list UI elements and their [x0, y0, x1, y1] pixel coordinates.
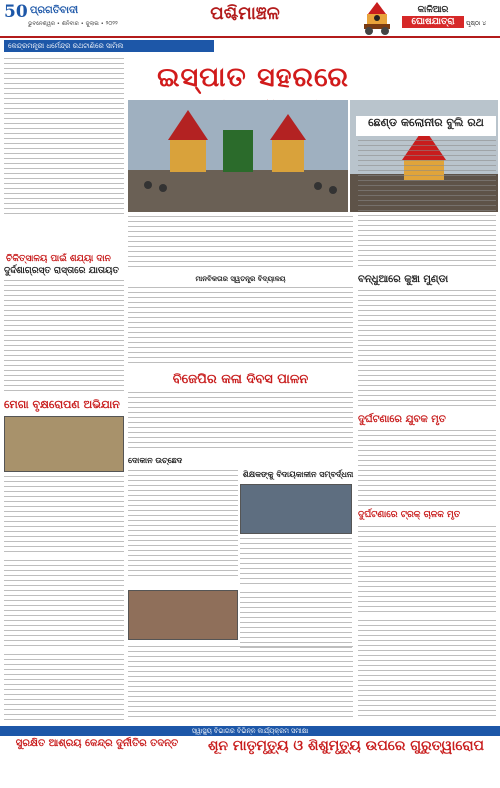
bottom-headline: ଶୂନ ମାତୃମୃତ୍ୟୁ ଓ ଶିଶୁମୃତ୍ୟୁ ଉପରେ ଗୁରୁତ୍ୱାରୋପ [207, 738, 485, 754]
mid2-left-head: ଦୋକାନ ଉଚ୍ଛେଦ [128, 456, 183, 465]
mid2-right-text [240, 538, 352, 588]
right-mid-head: ଦୁର୍ଘଟଣାରେ ଯୁବକ ମୃତ [358, 414, 446, 425]
mid-headline: ବିଜେପିର କଳା ଦିବସ ପାଳନ [172, 372, 309, 387]
page-number: ପୃଷ୍ଠା ୪ [466, 20, 487, 27]
mid2-head: ଶିକ୍ଷକଙ୍କୁ ବିଦାୟକାଳୀନ ସମ୍ବର୍ଦ୍ଧନା [242, 470, 354, 479]
lead-left-text [4, 58, 124, 218]
right-top-head: ବନ୍ଧୁଆରେ କୁଞ୍ଚା ମୁଣ୍ଡା [358, 274, 449, 285]
side-text [358, 140, 496, 270]
right-top-text [358, 290, 496, 410]
section-title: ପଶ୍ଚିମାଞ୍ଚଳ [210, 3, 280, 24]
right-mid-text [358, 430, 496, 506]
lead-photo [128, 100, 348, 212]
plantation-photo [4, 416, 124, 472]
festival-badge [402, 5, 464, 35]
article-head-1: ଚିକିତ୍ସାଳୟ ପାଇଁ ଶଯ୍ୟା ଦାନ [6, 254, 111, 264]
logo-number: 50 [4, 2, 28, 22]
article-text-2 [4, 280, 124, 392]
center-bottom-text [128, 646, 353, 720]
mid-low-text [128, 392, 353, 452]
teachers-photo [240, 484, 352, 534]
festival-badge-top: କାଳିଆର [417, 5, 449, 15]
left-mid-text [4, 476, 124, 556]
logo-name: ପ୍ରଗତିବାଦୀ [30, 5, 79, 16]
left-low-text [4, 560, 124, 650]
lead-kicker: କେନ୍ଦ୍ରମନ୍ତ୍ରୀ ଧର୍ମେନ୍ଦ୍ର ରଥଟାଣିରେ ସାମିଲ [4, 40, 214, 52]
left-bottom-text [4, 654, 124, 720]
right-bottom-text [358, 620, 496, 720]
mid2-text [128, 470, 238, 580]
lead-headline: ଇସ୍ପାତ ସହରରେ [157, 62, 349, 93]
festival-badge-bottom: ଘୋଷଯାତ୍ରା [402, 16, 464, 28]
right-low-head: ଦୁର୍ଘଟଣାରେ ଟ୍ରକ୍ ଚାଳକ ମୃତ [358, 510, 461, 520]
right-low-text [358, 526, 496, 616]
date-line: ଭୁବନେଶ୍ୱର • ଶନିବାର • ଜୁଲାଇ • ୨୦୨୨ [28, 21, 118, 27]
lead-bottom-text [128, 216, 353, 268]
bottom-strip: ସ୍ୱାସ୍ଥ୍ୟ ବିଭାଗର ବିଭିନ୍ନ କାର୍ଯ୍ୟକ୍ରମ ସମୀକ୍ଷା [0, 726, 500, 736]
mid-text [128, 287, 353, 367]
side-subhead: ଛେଣ୍ଡ କଲୋନୀର ବୁଲି ରଥ [356, 116, 496, 136]
event-photo [128, 590, 238, 640]
article-head-2: ଦୁର୍ଦ୍ଦଶାଗ୍ରସ୍ତ ରାସ୍ତାରେ ଯାତାୟତ [4, 266, 119, 276]
bottom-left-headline: ସୁରକ୍ଷିତ ଆଶ୍ରୟ କେନ୍ଦ୍ର ଦୁର୍ନୀତିର ତଦନ୍ତ [15, 738, 179, 749]
mid-bottom-text [240, 592, 352, 652]
left-mid-head: ମେଗା ବୃକ୍ଷରୋପଣ ଅଭିଯାନ [4, 398, 120, 411]
chariot-icon [352, 0, 402, 36]
masthead-rule [0, 36, 500, 38]
mid-kicker: ମାନବିକତାର ସ୍ୱତନ୍ତ୍ର ବିଦ୍ୟାଳୟ [195, 275, 286, 283]
